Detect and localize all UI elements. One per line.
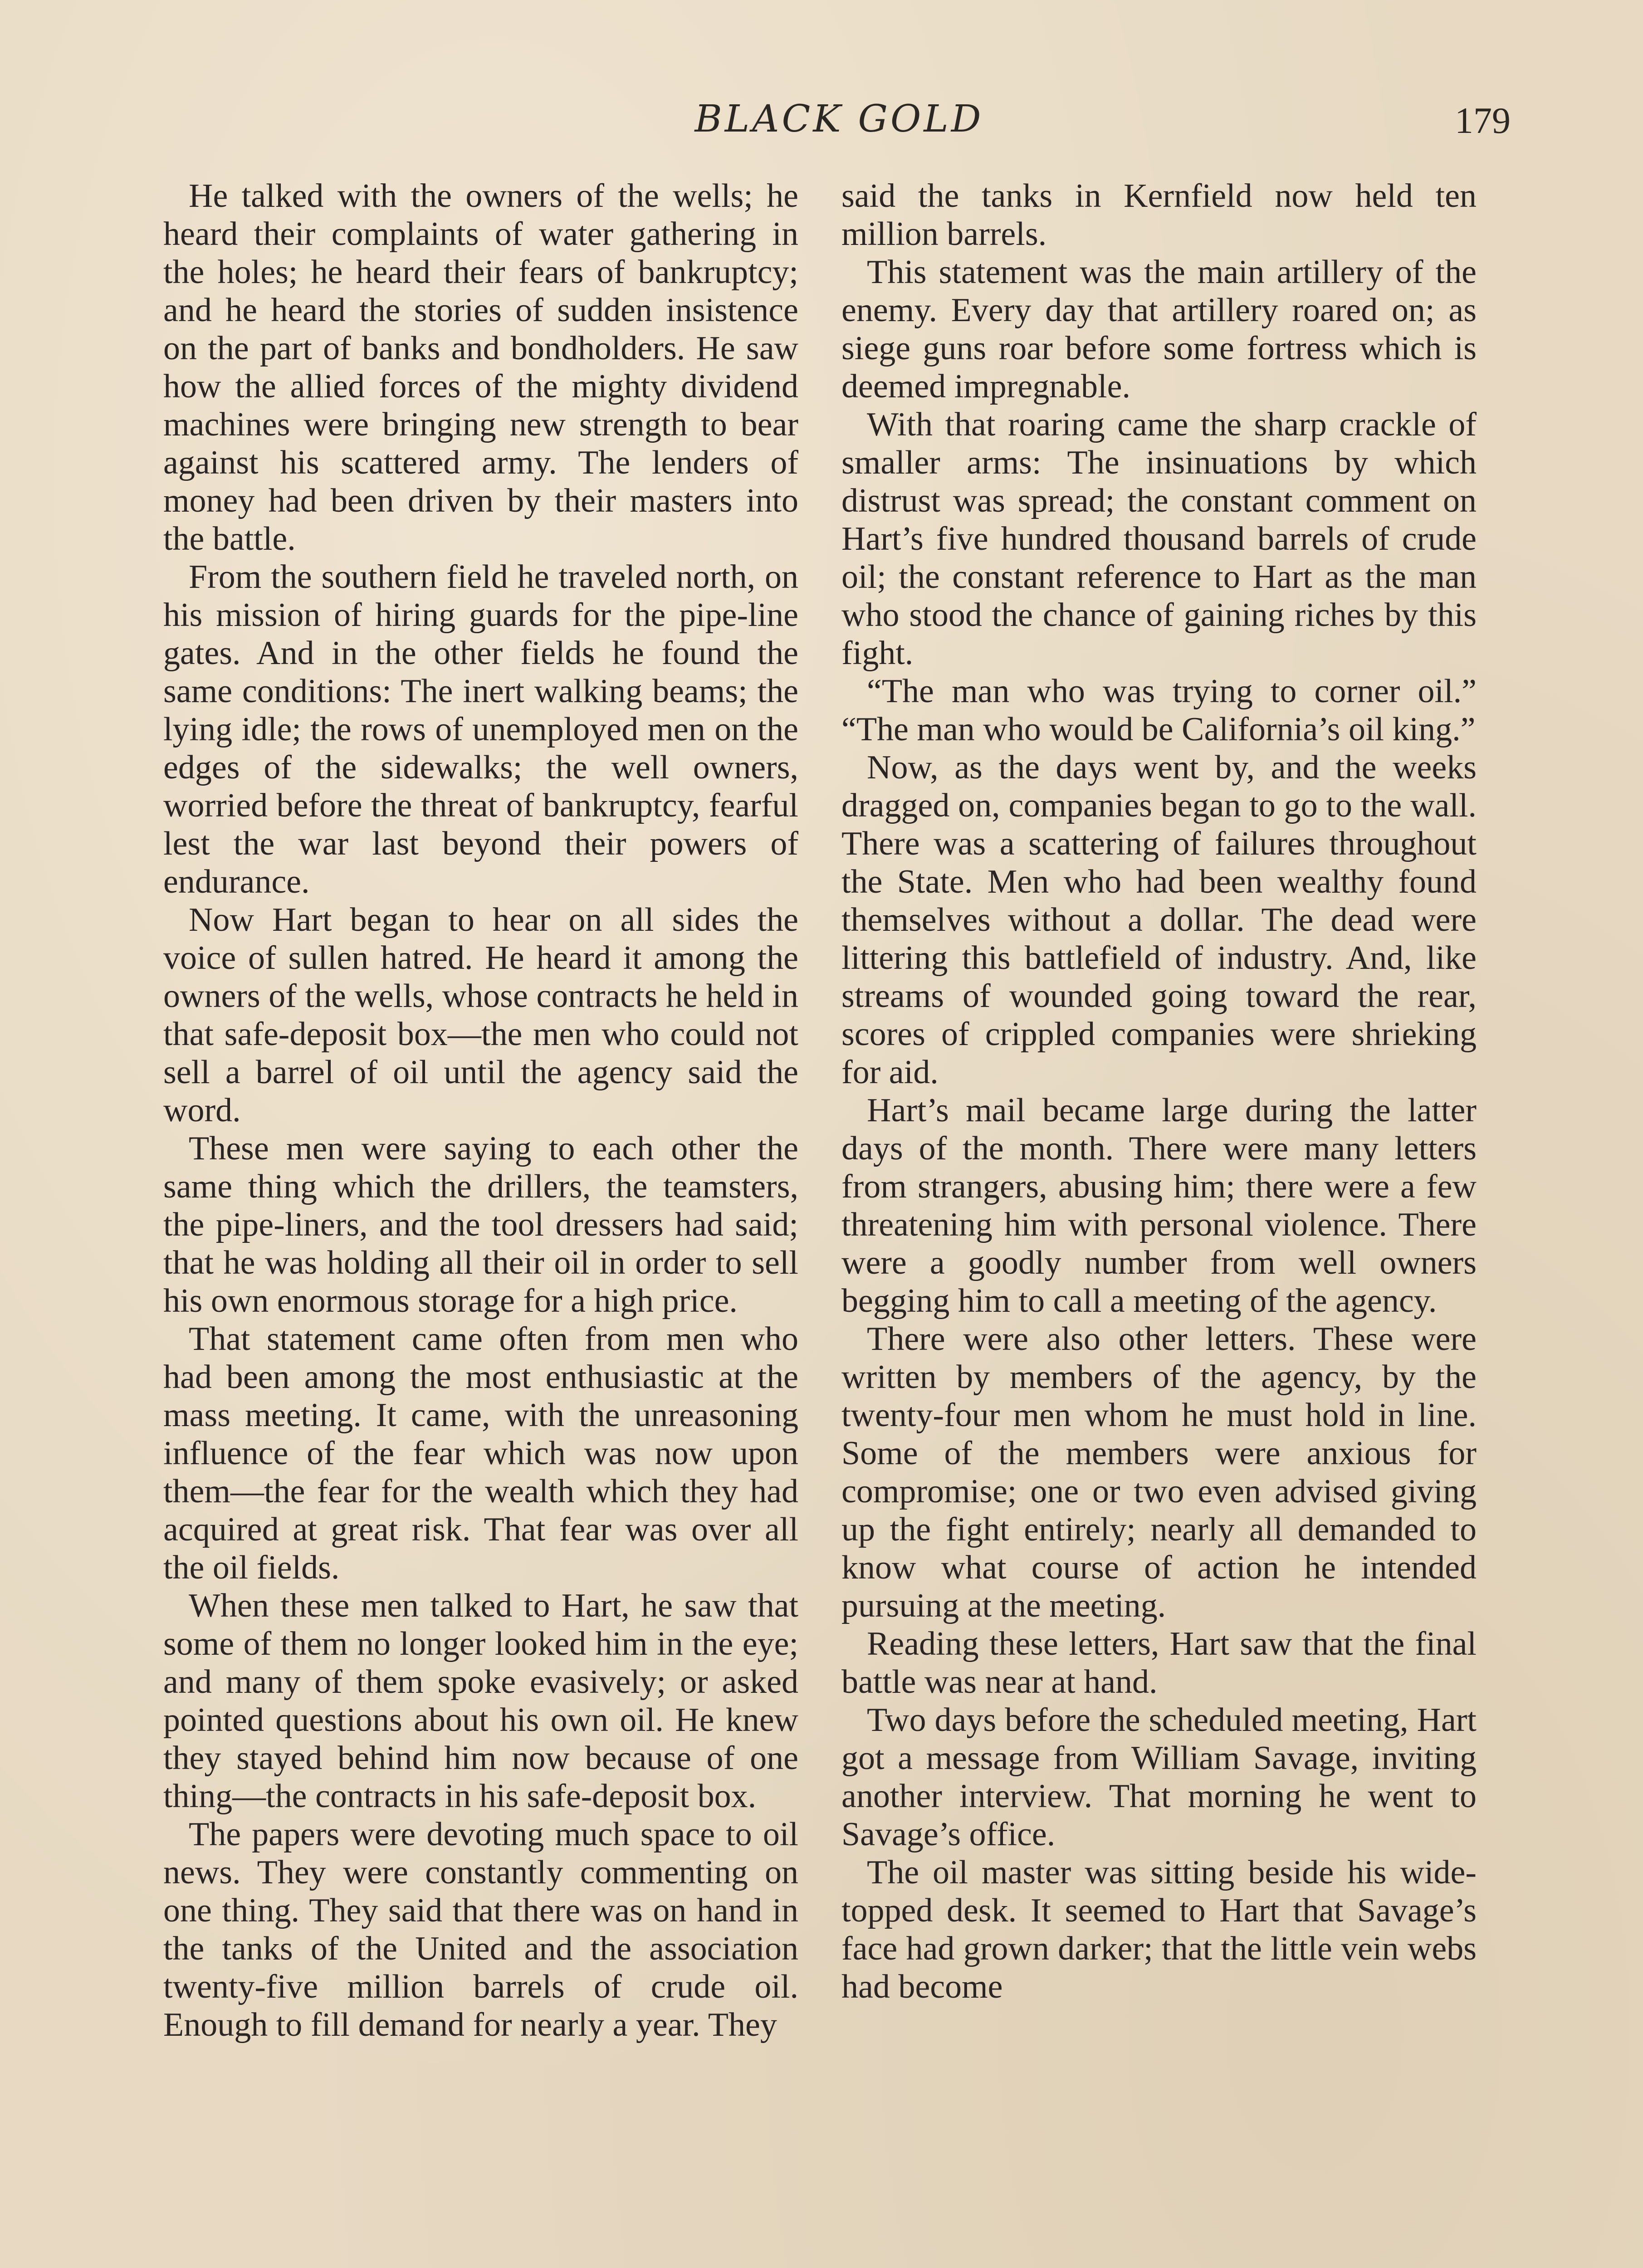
running-title: BLACK GOLD: [694, 98, 984, 141]
paragraph: Hart’s mail became large during the latter days of the month. There were many letters from strangers, abusing him; there were a few threatening him with personal violence. There were a goodly number from well owners begging him to call a meeting of the agency.: [841, 1092, 1477, 1320]
paragraph: From the southern field he traveled north, on his mission of hiring guards for the pipe-line gates. And in the other fields he found the same conditions: The inert walking beams; the lying idle; the rows of unemployed men on the edges of the sidewalks; the well owners, worried before the threat of bankruptcy, fearful lest the war last beyond their powers of endurance.: [163, 558, 798, 900]
paragraph: Two days before the scheduled meeting, Hart got a message from William Savage, inviting another interview. That morning he went to Savage’s office.: [841, 1701, 1477, 1853]
paragraph: There were also other letters. These were written by members of the agency, by the twenty-four men whom he must hold in line. Some of the members were anxious for compromise; one or two even advised giving up the fight entirely; nearly all demanded to know what course of action he intended pursuing at the meeting.: [841, 1320, 1477, 1624]
paragraph: These men were saying to each other the same thing which the drillers, the teamsters, the pipe-liners, and the tool dressers had said; that he was holding all their oil in order to sell his own enormous storage for a high price.: [163, 1130, 798, 1320]
paragraph: That statement came often from men who had been among the most enthusiastic at the mass meeting. It came, with the unreasoning influence of the fear which was now upon them—the fear for the wealth which they had acquired at great risk. That fear was over all the oil fields.: [163, 1320, 798, 1586]
page-number: 179: [1455, 100, 1511, 141]
paragraph: Now Hart began to hear on all sides the voice of sullen hatred. He heard it among the owners of the wells, whose contracts he held in that safe-deposit box—the men who could not sell a barrel of oil until the agency said the word.: [163, 901, 798, 1129]
paragraph: The oil master was sitting beside his wide-topped desk. It seemed to Hart that Savage’s face had grown darker; that the little vein webs had become: [841, 1854, 1477, 2005]
paragraph: Now, as the days went by, and the weeks dragged on, companies began to go to the wall. There was a scattering of failures throughout the State. Men who had been wealthy found themselves without a dollar. The dead were littering this battlefield of industry. And, like streams of wounded going toward the rear, scores of crippled companies were shrieking for aid.: [841, 749, 1477, 1091]
paragraph-continuation: said the tanks in Kernfield now held ten million barrels.: [841, 177, 1477, 253]
right-column: [841, 177, 1477, 2006]
left-column: [163, 177, 798, 2044]
paragraph: “The man who was trying to corner oil.” “The man who would be California’s oil king.”: [841, 673, 1477, 748]
paragraph: This statement was the main artillery of the enemy. Every day that artillery roared on; as siege guns roar before some fortress which is deemed impregnable.: [841, 254, 1477, 405]
paragraph: Reading these letters, Hart saw that the final battle was near at hand.: [841, 1625, 1477, 1701]
paragraph: The papers were devoting much space to oil news. They were constantly commenting on one thing. They said that there was on hand in the tanks of the United and the association twenty-five million barrels of crude oil. Enough to fill demand for nearly a year. They: [163, 1816, 798, 2043]
running-header: [168, 98, 1511, 152]
paragraph: When these men talked to Hart, he saw that some of them no longer looked him in the eye; and many of them spoke evasively; or asked pointed questions about his own oil. He knew they stayed behind him now because of one thing—the contracts in his safe-deposit box.: [163, 1587, 798, 1815]
paragraph: He talked with the owners of the wells; he heard their complaints of water gathering in the holes; he heard their fears of bankruptcy; and he heard the stories of sudden insistence on the part of banks and bondholders. He saw how the allied forces of the mighty dividend machines were bringing new strength to bear against his scattered army. The lenders of money had been driven by their masters into the battle.: [163, 177, 798, 557]
paragraph: With that roaring came the sharp crackle of smaller arms: The insinuations by which distrust was spread; the constant comment on Hart’s five hundred thousand barrels of crude oil; the constant reference to Hart as the man who stood the chance of gaining riches by this fight.: [841, 406, 1477, 672]
